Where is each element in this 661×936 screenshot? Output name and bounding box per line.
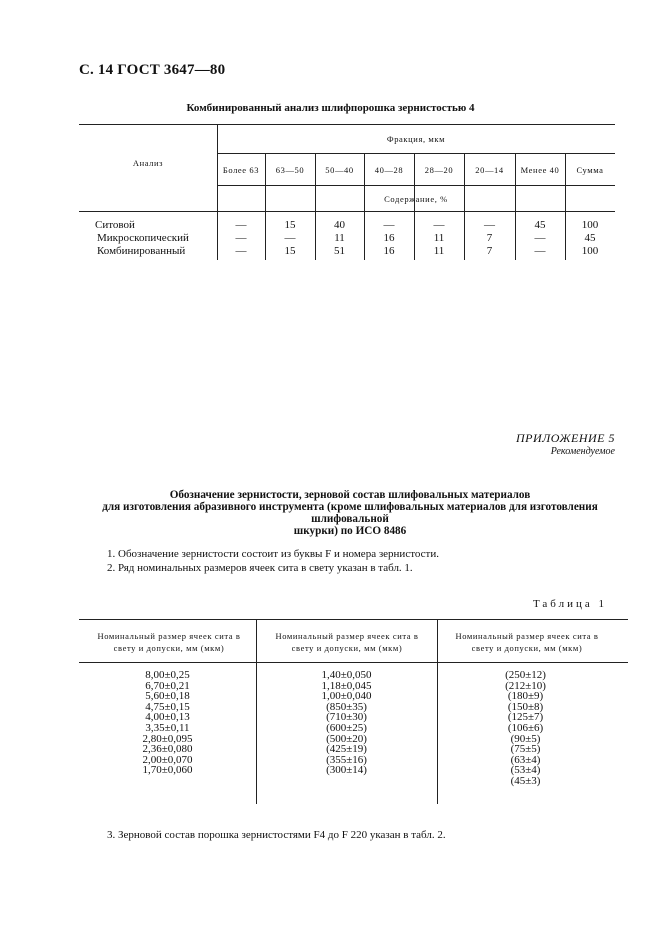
section-title xyxy=(80,489,620,537)
table-cell: 5,60±0,18 xyxy=(145,690,190,703)
table-cell: 45 xyxy=(584,232,596,244)
table-cell: 51 xyxy=(334,245,345,257)
column-header: Менее 40 xyxy=(520,165,560,175)
table-cell: 6,70±0,21 xyxy=(145,679,190,692)
table-cell: (212±10) xyxy=(505,679,546,692)
column-header: Более 63 xyxy=(222,165,260,175)
table-label: Таблица 1 xyxy=(532,598,607,610)
table-cell: (106±6) xyxy=(507,721,544,734)
table-cell: 1,70±0,060 xyxy=(142,764,193,777)
section-title-line: Обозначение зернистости, зерновой состав шлифовальных материалов xyxy=(169,489,531,501)
page-header: С. 14 ГОСТ 3647—80 xyxy=(79,62,226,78)
table-cell: (710±30) xyxy=(326,711,367,724)
table-cell: 15 xyxy=(284,245,296,257)
section-title-line: для изготовления абразивного инструмента (кроме шлифовальных материалов для изготовления шлифовальной xyxy=(102,501,598,525)
row-label: Ситовой xyxy=(95,219,135,231)
table-top-border xyxy=(79,124,615,125)
table-cell: — xyxy=(534,245,546,257)
table-cell: 1,00±0,040 xyxy=(321,690,372,703)
paragraph-1: 1. Обозначение зернистости состоит из буквы F и номера зернистости. xyxy=(107,548,439,560)
table-cell: (850±35) xyxy=(326,700,367,713)
column-header: Номинальный размер ячеек сита в свету и допуски, мм (мкм) xyxy=(97,631,241,653)
table-cell: — xyxy=(383,219,395,231)
content-header: Содержание, % xyxy=(384,194,448,204)
table-top-border xyxy=(79,619,628,620)
table-cell: (600±25) xyxy=(326,721,367,734)
table-cell: (63±4) xyxy=(510,753,541,766)
table-cell: 1,18±0,045 xyxy=(321,679,372,692)
column-values xyxy=(79,670,256,776)
table-cell: 11 xyxy=(433,245,445,257)
paragraph-3: 3. Зерновой состав порошка зернистостями F4 до F 220 указан в табл. 2. xyxy=(107,829,446,841)
table-cell: 2,80±0,095 xyxy=(142,732,193,745)
table-cell: 3,35±0,11 xyxy=(145,721,190,734)
table-cell: 11 xyxy=(433,232,445,244)
table-cell: (180±9) xyxy=(507,690,544,703)
column-header: Номинальный размер ячеек сита в свету и допуски, мм (мкм) xyxy=(455,631,599,653)
table-cell: (90±5) xyxy=(510,732,541,745)
analysis-header: Анализ xyxy=(132,158,164,168)
row-label: Комбинированный xyxy=(97,245,186,257)
column-header: 40—28 xyxy=(374,165,404,175)
table-cell: 4,00±0,13 xyxy=(145,711,190,724)
table-cell: — xyxy=(534,232,546,244)
table-cell: 2,36±0,080 xyxy=(142,743,193,756)
table-cell: 7 xyxy=(486,232,493,244)
table-cell: (53±4) xyxy=(510,764,541,777)
column-header: Сумма xyxy=(576,165,604,175)
row-label: Микроскопический xyxy=(97,232,189,244)
table-cell: — xyxy=(235,219,247,231)
column-values xyxy=(256,670,437,776)
column-header: 63—50 xyxy=(275,165,305,175)
table-cell: 16 xyxy=(383,232,395,244)
table-cell: (150±8) xyxy=(507,700,544,713)
table-cell: 16 xyxy=(383,245,395,257)
table-cell: (300±14) xyxy=(326,764,367,777)
paragraph-2: 2. Ряд номинальных размеров ячеек сита в свету указан в табл. 1. xyxy=(107,562,413,574)
table-cell: (355±16) xyxy=(326,753,367,766)
column-header: 50—40 xyxy=(325,165,354,175)
table-cell: (425±19) xyxy=(326,743,367,756)
table-cell: (45±3) xyxy=(510,774,541,787)
column-values xyxy=(437,670,614,787)
table-cell: — xyxy=(284,232,296,244)
table-cell: (75±5) xyxy=(510,743,541,756)
fraction-header: Фракция, мкм xyxy=(386,134,446,144)
table-cell: 1,40±0,050 xyxy=(321,669,372,681)
table-cell: 100 xyxy=(581,245,599,257)
table-cell: — xyxy=(235,232,247,244)
appendix-title: ПРИЛОЖЕНИЕ 5 xyxy=(516,431,615,445)
table-cell: 100 xyxy=(581,219,599,231)
table-cell: — xyxy=(484,219,495,231)
table-cell: 2,00±0,070 xyxy=(142,753,193,766)
column-header: 28—20 xyxy=(424,165,454,175)
table-divider xyxy=(217,153,615,154)
table-cell: — xyxy=(235,245,247,257)
table-header-border xyxy=(79,662,628,663)
table-divider xyxy=(217,185,615,186)
table-cell: 40 xyxy=(334,219,345,231)
section-title-line: шкурки) по ИСО 8486 xyxy=(293,525,407,537)
column-header: Номинальный размер ячеек сита в свету и допуски, мм (мкм) xyxy=(275,631,419,653)
table-cell: 11 xyxy=(334,232,345,244)
table-cell: 4,75±0,15 xyxy=(145,700,190,713)
table-divider xyxy=(79,211,615,212)
table-cell: 7 xyxy=(486,245,493,257)
table-cell: (250±12) xyxy=(505,669,546,681)
table-cell: 8,00±0,25 xyxy=(145,669,190,681)
appendix-subtitle: Рекомендуемое xyxy=(550,446,615,457)
table-cell: 15 xyxy=(284,219,296,231)
table-cell: (500±20) xyxy=(326,732,367,745)
table-cell: — xyxy=(433,219,445,231)
analysis-table-title: Комбинированный анализ шлифпорошка зернистостью 4 xyxy=(186,102,475,114)
appendix-label xyxy=(516,431,615,457)
column-header: 20—14 xyxy=(475,165,504,175)
table-cell: 45 xyxy=(534,219,546,231)
table-cell: (125±7) xyxy=(507,711,544,724)
